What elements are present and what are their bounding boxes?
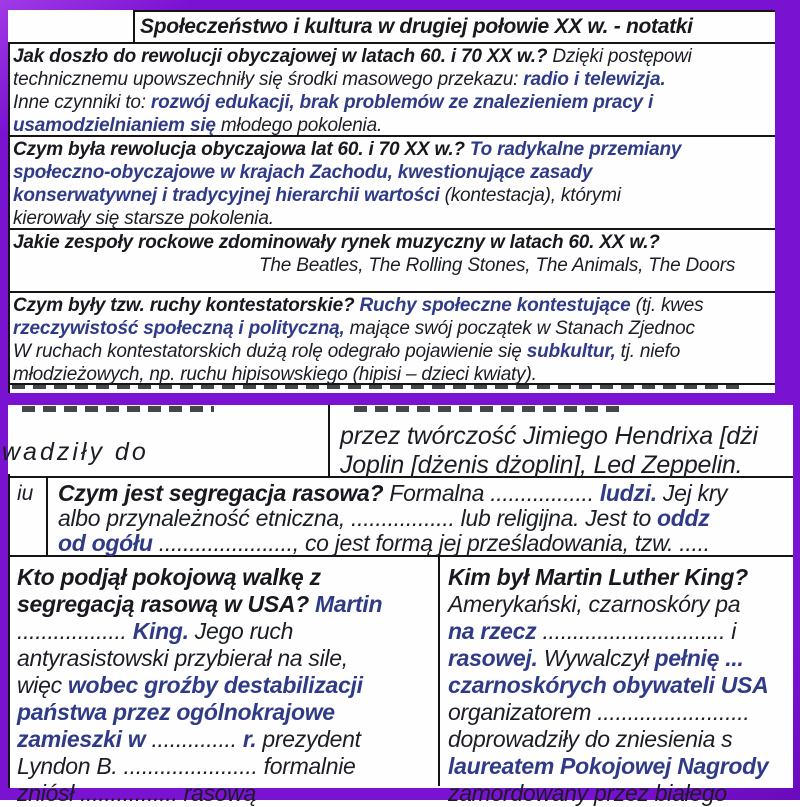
text-line: zniósł ................ rasową [17,780,256,806]
text-line: społeczno-obyczajowe w krajach Zachodu, kwestionujące zasady [13,162,593,183]
notes-sheet-top [8,10,775,393]
text-line: Joplin [dżenis dżoplin], Led Zeppelin. [340,451,743,479]
text-line: zamieszki w .............. r. prezydent [17,726,361,752]
text-line: na rzecz .............................. i [448,618,737,644]
text-line: laureatem Pokojowej Nagrody [448,753,769,779]
text-line: zamordowany przez białego [448,780,727,806]
text-line: rzeczywistość społeczną i polityczną, mające swój początek w Stanach Zjednoc [13,318,695,339]
row-martin-luther-king [8,557,793,806]
text-line: Czym była rewolucja obyczajowa lat 60. i 70 XX w.? To radykalne przemiany [13,139,682,160]
table-left-border [8,474,10,788]
text-line: Kim był Martin Luther King? [448,564,748,590]
text-line: Kto podjął pokojową walkę z [17,564,321,590]
text-line: albo przynależność etniczna, ................. lub religijna. Jest to oddz [58,505,710,531]
text-line: od ogółu ......................, co jest formą jej prześladowania, tzw. ..... [58,530,710,556]
margin-fragment-cell: iu [8,478,48,555]
text-line: The Beatles, The Rolling Stones, The Animals, The Doors [259,255,736,276]
question-row-protest-movements [8,293,775,385]
text-line: technicznemu upowszechniły się środki masowego przekazu: radio i telewizja. [13,69,666,90]
row-music-continued [2,405,793,479]
cell-hendrix-answer [330,405,793,479]
text-line: Amerykański, czarnoskóry pa [448,591,741,617]
text-line: państwa przez ogólnokrajowe [17,699,335,725]
text-line: segregacją rasową w USA? Martin [17,591,383,617]
text-line: organizatorem ......................... [448,699,750,725]
text-line: Inne czynniki to: rozwój edukacji, brak problemów ze znalezieniem pracy i [13,92,654,113]
text-line: antyrasistowski przybierał na sile, [17,645,348,671]
cut-text-sliver [22,406,214,412]
question-row-rock-bands [8,230,775,293]
title-blank-cell [8,10,135,42]
row-segregation-definition [8,478,793,557]
text-line: więc wobec groźby destabilizacji [17,672,363,698]
cell-peaceful-fight [8,557,440,806]
cell-segregation-text [48,478,793,555]
text-line: Jak doszło do rewolucji obyczajowej w latach 60. i 70 XX w.? Dzięki postępowi [13,46,692,67]
text-line: Czym były tzw. ruchy kontestatorskie? Ruchy społeczne kontestujące (tj. kwes [13,295,704,316]
notes-sheet-bottom [2,405,793,806]
text-line: konserwatywnej i tradycyjnej hierarchii wartości (kontestacja), którymi [13,185,621,206]
text-line: wadziły do [2,438,149,466]
text-line: rasowej. Wywalczył pełnię ... [448,645,744,671]
text-line: doprowadziły do zniesienia s [448,726,733,752]
text-line: Czym jest segregacja rasowa? Formalna ................. ludzi. Jej kry [58,480,728,506]
title-row [8,10,775,44]
text-line: przez twórczość Jimiego Hendrixa [dżi [340,422,758,450]
text-line: młodzieżowych, np. ruchu hipisowskiego (hipisi – dzieci kwiaty). [13,364,537,385]
cell-left-fragment [2,405,330,476]
text-line: czarnoskórych obywateli USA [448,672,769,698]
text-line: Jakie zespoły rockowe zdominowały rynek muzyczny w latach 60. XX w.? [13,232,660,253]
cell-who-was-mlk [440,557,793,806]
text-line: usamodzielnianiem się młodego pokolenia. [13,115,383,136]
text-line: W ruchach kontestatorskich dużą rolę odegrało pojawienie się subkultur, tj. niefo [13,341,681,362]
cut-text-sliver [354,406,626,412]
question-row-revolution-definition [8,137,775,230]
table-left-border [8,44,10,393]
text-line: kierowały się starsze pokolenia. [13,208,274,229]
question-row-revolution-causes [8,44,775,137]
page-title: Społeczeństwo i kultura w drugiej połowie XX w. - notatki [135,10,775,42]
text-line: .................. King. Jego ruch [17,618,294,644]
text-line: Lyndon B. ...................... formalnie [17,753,356,779]
